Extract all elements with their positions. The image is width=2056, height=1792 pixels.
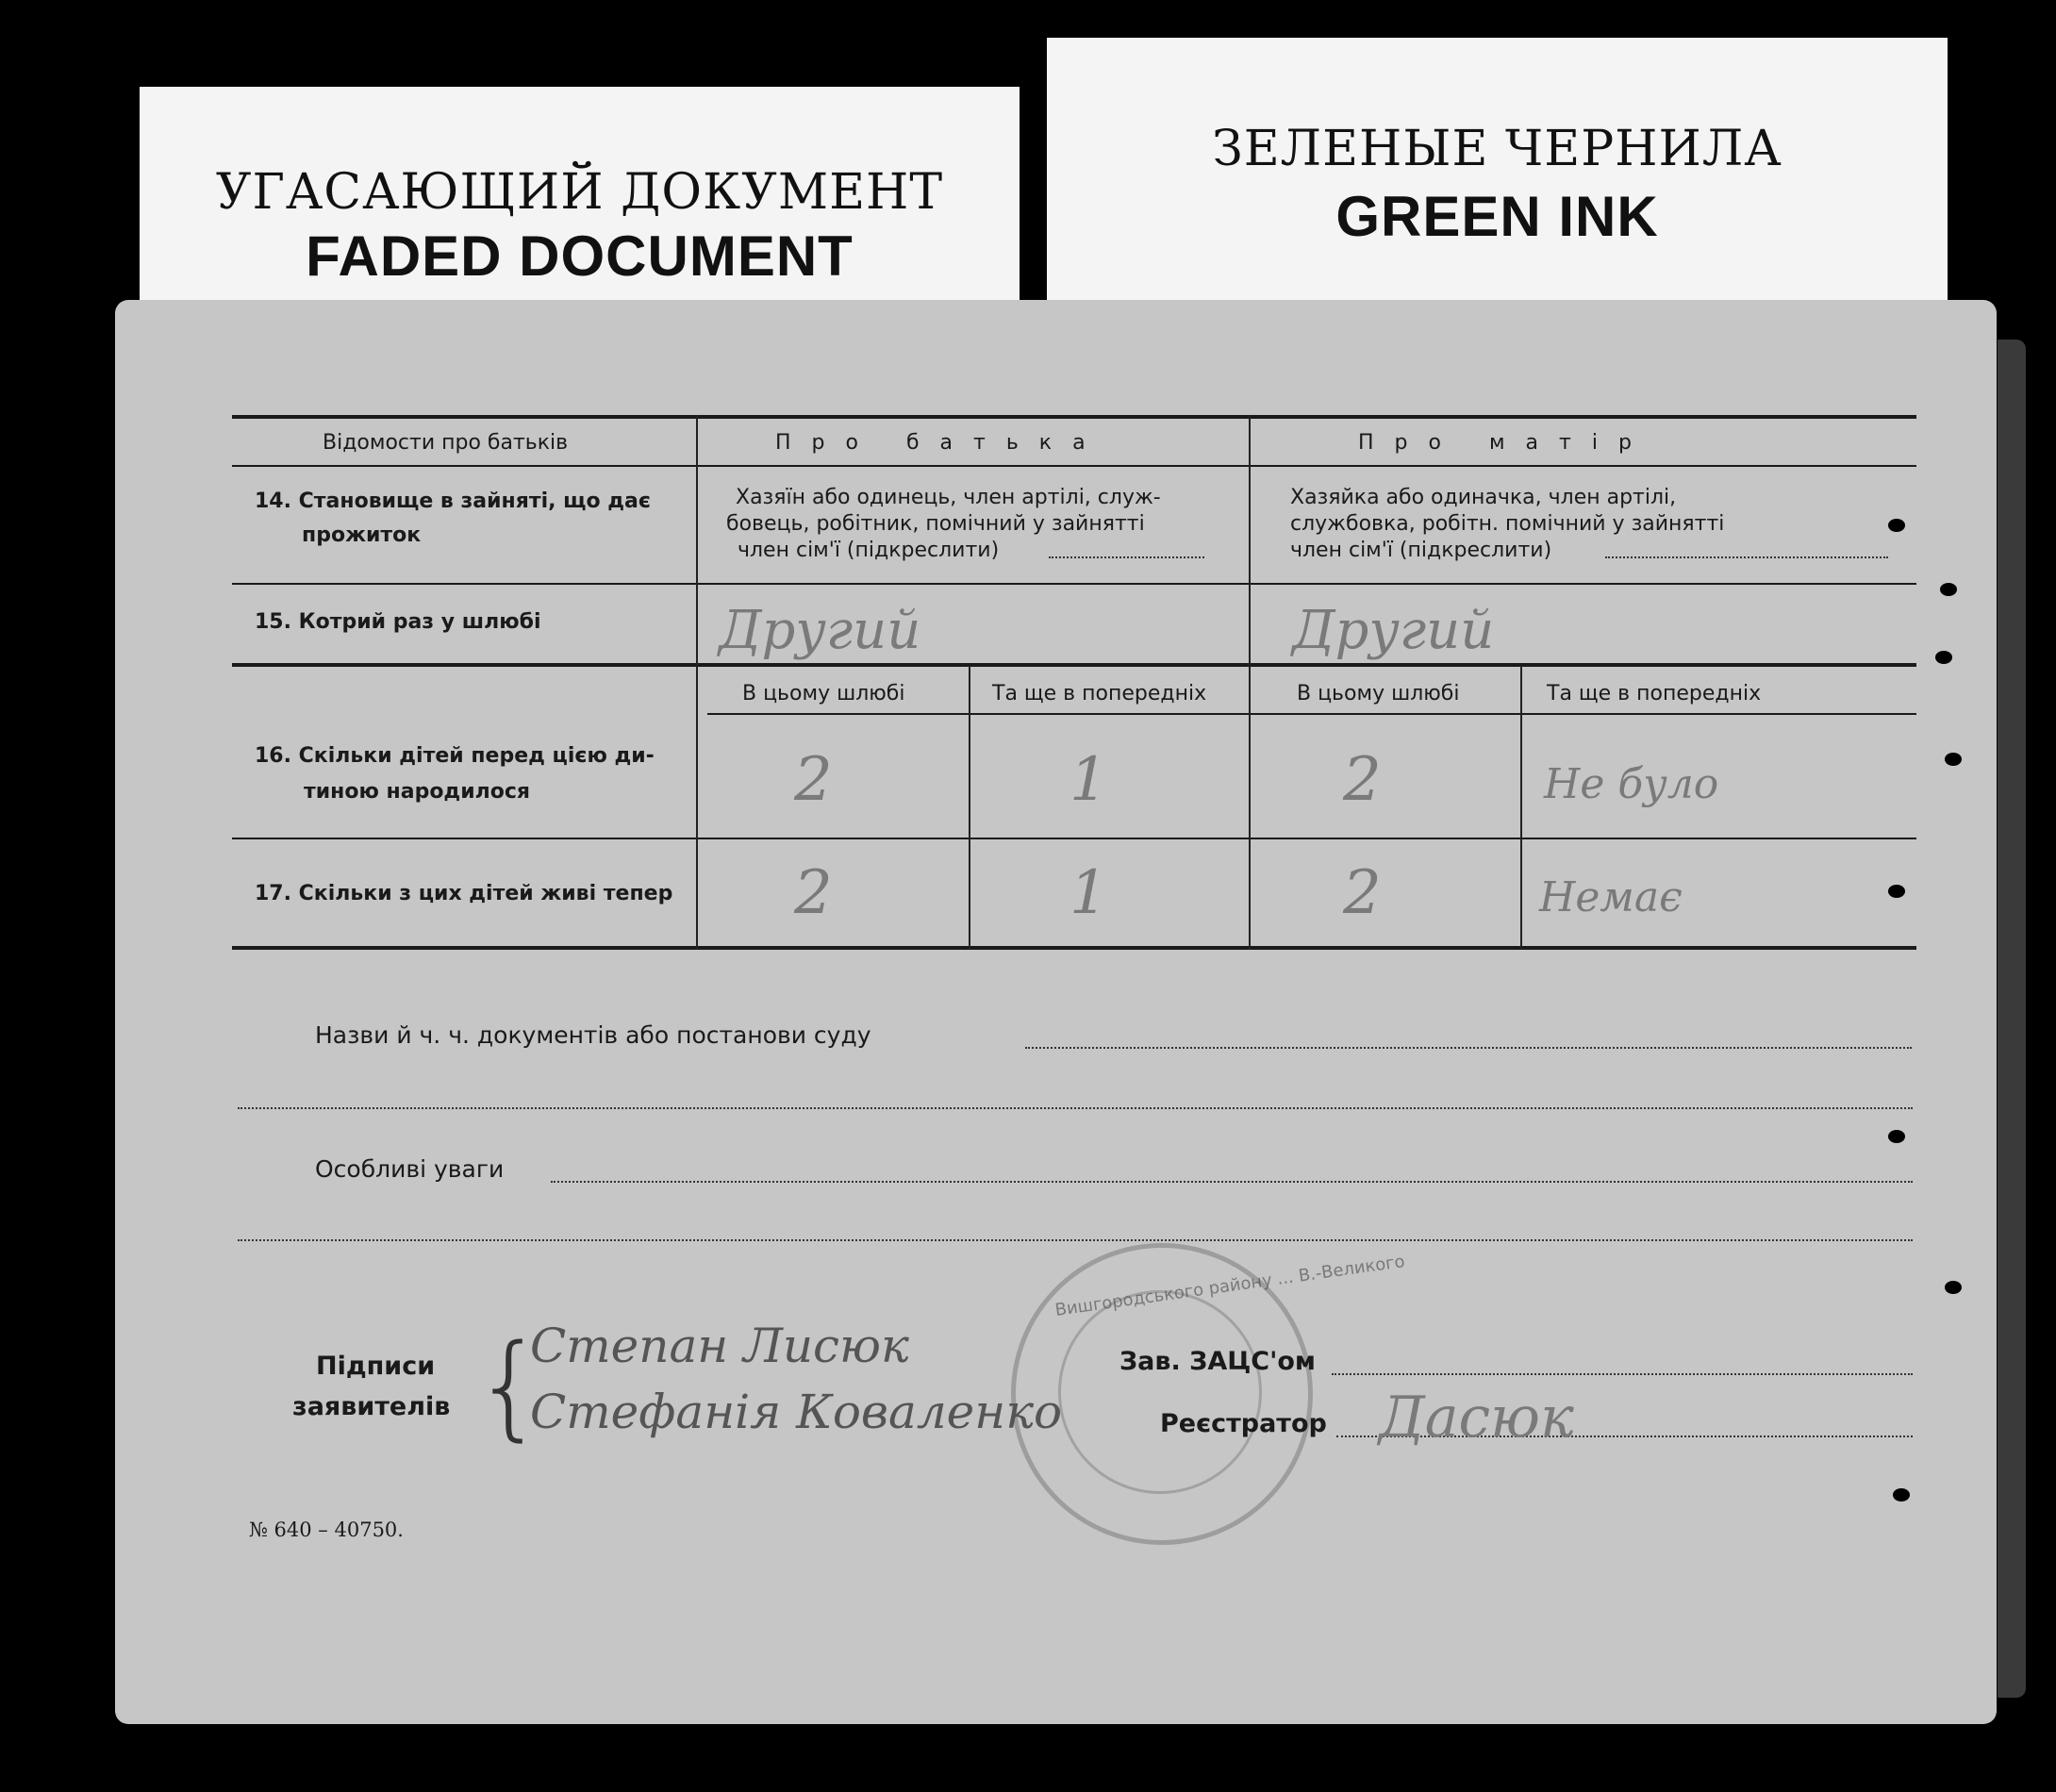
row15-mother-value: Другий	[1292, 600, 1495, 661]
row15-rule	[232, 663, 1916, 667]
col-divider-2	[1249, 415, 1251, 950]
row14-label-1: 14. Становище в зайняті, що дає	[255, 489, 651, 513]
row17-label: 17. Скільки з цих дітей живі тепер	[255, 882, 673, 905]
col-divider-1	[696, 415, 698, 950]
mother-this-marriage: В цьому шлюбі	[1297, 682, 1460, 705]
faded-tag-ru: УГАСАЮЩИЙ ДОКУМЕНТ	[215, 164, 944, 221]
header-mother: Про матір	[1358, 431, 1652, 455]
registrar-label: Реєстратор	[1160, 1409, 1327, 1438]
row17-mother-this: 2	[1343, 858, 1382, 928]
stamp-inner-ring	[1058, 1290, 1262, 1494]
binder-hole	[1893, 1488, 1910, 1502]
binder-hole	[1940, 583, 1957, 596]
signatures-label-1: Підписи	[316, 1352, 436, 1381]
stamp-text: Вишгородського району ... В.-Великого	[1053, 1252, 1406, 1320]
binder-hole	[1888, 885, 1905, 898]
row15-label: 15. Котрий раз у шлюбі	[255, 610, 541, 634]
row14-father-dots	[1049, 556, 1204, 558]
row14-father-1: Хазяїн або одинець, член артілі, служ-	[736, 486, 1161, 509]
row15-father-value: Другий	[719, 600, 921, 661]
documents-dots-1	[1025, 1047, 1912, 1049]
row14-father-3: член сім'ї (підкреслити)	[738, 539, 1000, 562]
document-page	[115, 300, 1997, 1724]
row16-label-2: тиною народилося	[304, 780, 531, 804]
row16-label-1: 16. Скільки дітей перед цією ди-	[255, 744, 655, 768]
header-father: Про батька	[775, 431, 1106, 455]
faded-tag-en: FADED DOCUMENT	[306, 224, 854, 288]
subheader-rule	[707, 713, 1916, 715]
binder-hole	[1935, 651, 1952, 664]
row16-rule	[232, 838, 1916, 839]
binder-hole	[1945, 1281, 1962, 1294]
registrar-signature: Дасюк	[1379, 1385, 1574, 1451]
table-bottom-rule	[232, 946, 1916, 950]
row14-mother-2: службовка, робітн. помічний у зайнятті	[1290, 512, 1725, 536]
header-info-label: Відомости про батьків	[323, 431, 569, 455]
row16-mother-this: 2	[1343, 745, 1382, 815]
documents-label: Назви й ч. ч. документів або постанови суду	[315, 1021, 871, 1049]
signatures-brace: {	[473, 1321, 546, 1452]
notes-dots-1	[551, 1181, 1913, 1183]
green-tag-en: GREEN INK	[1335, 185, 1659, 248]
binder-hole	[1945, 753, 1962, 766]
row14-rule	[232, 583, 1916, 585]
row16-mother-prev: Не було	[1544, 760, 1719, 808]
row14-mother-dots	[1605, 556, 1888, 558]
documents-dots-2	[238, 1107, 1913, 1109]
page-edge	[1998, 340, 2026, 1698]
row14-father-2: бовець, робітник, помічний у зайнятті	[726, 512, 1145, 536]
header-rule	[232, 465, 1916, 467]
head-zags-dots	[1332, 1373, 1913, 1375]
row17-mother-prev: Немає	[1539, 873, 1683, 921]
form-number: № 640 – 40750.	[249, 1518, 404, 1541]
row14-mother-3: член сім'ї (підкреслити)	[1290, 539, 1552, 562]
binder-hole	[1888, 1130, 1905, 1143]
row16-father-prev: 1	[1069, 745, 1108, 815]
father-previous: Та ще в попередніх	[992, 682, 1207, 705]
table-top-rule	[232, 415, 1916, 419]
notes-dots-2	[238, 1239, 1913, 1241]
signature-1: Степан Лисюк	[530, 1319, 909, 1373]
binder-hole	[1888, 519, 1905, 532]
col-divider-mother	[1520, 666, 1522, 950]
faded-document-tag	[140, 87, 1020, 313]
head-zags-label: Зав. ЗАЦС'ом	[1119, 1347, 1316, 1376]
row17-father-prev: 1	[1069, 858, 1108, 928]
row16-father-this: 2	[794, 745, 833, 815]
notes-label: Особливі уваги	[315, 1155, 505, 1183]
row14-mother-1: Хазяйка або одиначка, член артілі,	[1290, 486, 1677, 509]
father-this-marriage: В цьому шлюбі	[742, 682, 905, 705]
signature-2: Стефанія Коваленко	[530, 1385, 1063, 1439]
signatures-label-2: заявителів	[292, 1392, 451, 1421]
mother-previous: Та ще в попередніх	[1547, 682, 1762, 705]
green-ink-tag	[1047, 38, 1948, 313]
col-divider-father	[969, 666, 970, 950]
row14-label-2: прожиток	[302, 523, 422, 547]
green-tag-ru: ЗЕЛЕНЫЕ ЧЕРНИЛА	[1212, 121, 1782, 177]
row17-father-this: 2	[794, 858, 833, 928]
